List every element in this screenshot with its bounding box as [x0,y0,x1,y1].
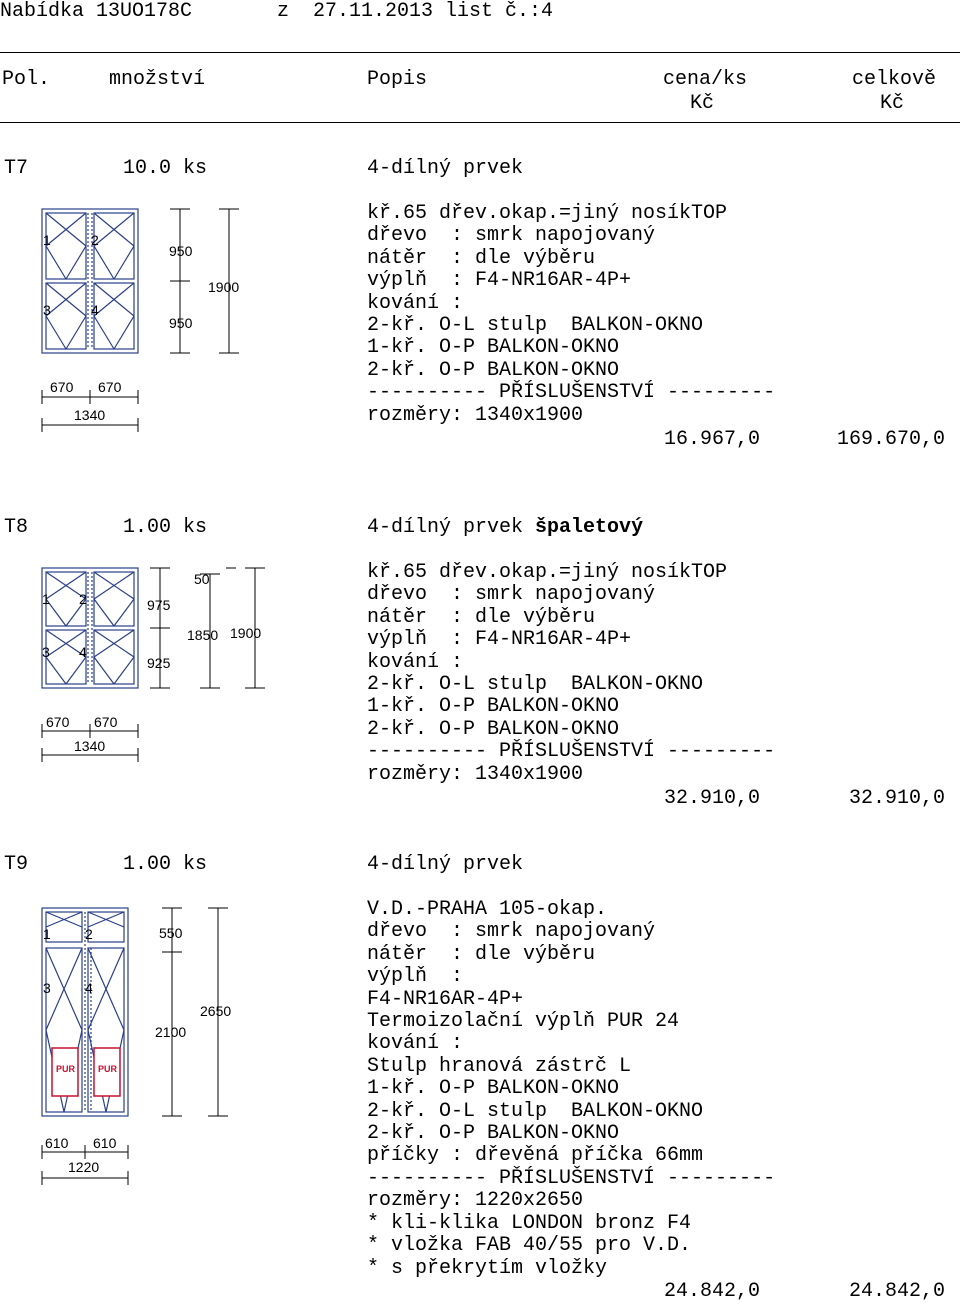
desc-line: 1-kř. O-P BALKON-OKNO [367,336,620,360]
sash-label-2: 2 [79,591,87,607]
width-label-left: 670 [50,379,74,395]
height-label-bottom: 950 [169,315,193,331]
desc-line: výplň : F4-NR16AR-4P+ [367,628,632,652]
desc-line: příčky : dřevěná příčka 66mm [367,1144,704,1168]
desc-line: 2-kř. O-L stulp BALKON-OKNO [367,1099,704,1123]
desc-line: 1-kř. O-P BALKON-OKNO [367,1077,620,1101]
desc-line: rozměry: 1340x1900 [367,762,584,786]
item-description [367,203,775,427]
desc-line: nátěr : dle výběru [367,605,596,629]
desc-line: 2-kř. O-P BALKON-OKNO [367,358,620,382]
sash-label-4: 4 [91,302,99,318]
col-pol: Pol. [2,68,51,91]
desc-line: V.D.-PRAHA 105-okap. [367,898,608,921]
desc-line: ---------- PŘÍSLUŠENSTVÍ --------- [367,1166,776,1190]
header-rule-top [0,52,960,53]
desc-line: výplň : [367,965,464,989]
item-type: 4-dílný prvek špaletový [367,516,644,539]
width-label-left: 670 [46,714,70,730]
panel-label-right: PUR [98,1064,118,1074]
window-frame [42,209,138,353]
window-drawing-t8 [30,560,270,765]
height-label-top: 975 [147,597,171,613]
unit-price: 32.910,0 [663,787,760,810]
item-position: T7 [4,157,29,180]
sheet-number: list č.:4 [445,0,554,23]
col-desc: Popis [367,68,428,91]
height-label-top: 550 [159,925,183,941]
sash-label-4: 4 [79,644,87,660]
overall-height-label: 1900 [208,279,240,295]
overall-height-label: 2650 [200,1003,232,1019]
unit-price: 16.967,0 [663,428,760,451]
col-total: celkově [852,68,937,91]
desc-line: kř.65 dřev.okap.=jiný nosíkTOP [367,561,728,584]
line-total: 169.670,0 [836,428,945,451]
window-drawing-t7 [30,195,270,440]
inner-height-label: 1850 [187,627,219,643]
col-total-unit: Kč [880,92,905,115]
desc-line: nátěr : dle výběru [367,246,596,270]
item-type-bold: špaletový [535,516,644,539]
window-frame [42,568,138,688]
item-type: 4-dílný prvek [367,853,524,876]
offer-number: Nabídka 13UO178C [0,0,193,23]
item-quantity: 10.0 ks [123,157,208,180]
sash-label-1: 1 [42,591,50,607]
desc-line: 2-kř. O-L stulp BALKON-OKNO [367,673,704,697]
desc-line: kování : [367,1032,464,1056]
desc-line: 2-kř. O-L stulp BALKON-OKNO [367,314,704,338]
desc-line: kování : [367,650,464,674]
desc-line: nátěr : dle výběru [367,942,596,966]
desc-line: výplň : F4-NR16AR-4P+ [367,269,632,293]
overall-width-label: 1340 [74,407,106,423]
offer-date: 27.11.2013 [313,0,434,23]
header-rule-bottom [0,122,960,123]
sash-label-4: 4 [85,980,93,996]
desc-line: rozměry: 1220x2650 [367,1189,584,1213]
desc-line: rozměry: 1340x1900 [367,403,584,427]
window-drawing-t9 [30,900,270,1190]
sash-label-2: 2 [85,926,93,942]
height-label-top: 950 [169,243,193,259]
date-prefix: z [277,0,290,23]
item-quantity: 1.00 ks [123,853,208,876]
desc-line: kování : [367,291,464,315]
sash-label-3: 3 [42,644,50,660]
desc-line: * kli-klika LONDON bronz F4 [367,1211,692,1235]
sash-label-1: 1 [43,232,51,248]
desc-line: ---------- PŘÍSLUŠENSTVÍ --------- [367,381,776,405]
panel-label-left: PUR [56,1064,76,1074]
height-label-bottom: 925 [147,655,171,671]
desc-line: kř.65 dřev.okap.=jiný nosíkTOP [367,202,728,225]
item-type: 4-dílný prvek [367,157,524,180]
width-label-left: 610 [45,1135,69,1151]
desc-line: F4-NR16AR-4P+ [367,987,524,1011]
col-price-unit: Kč [690,92,715,115]
overall-height-label: 1900 [230,625,262,641]
desc-line: Termoizolační výplň PUR 24 [367,1010,680,1034]
desc-line: dřevo : smrk napojovaný [367,583,656,607]
sash-label-3: 3 [43,302,51,318]
desc-line: * s překrytím vložky [367,1256,608,1280]
sash-label-3: 3 [43,980,51,996]
width-label-right: 610 [93,1135,117,1151]
desc-line: dřevo : smrk napojovaný [367,920,656,944]
desc-line: * vložka FAB 40/55 pro V.D. [367,1234,692,1258]
desc-line: 1-kř. O-P BALKON-OKNO [367,695,620,719]
desc-line: ---------- PŘÍSLUŠENSTVÍ --------- [367,740,776,764]
overall-width-label: 1340 [74,738,106,754]
height-label-bottom: 2100 [155,1024,187,1040]
item-description [367,562,775,786]
unit-price: 24.842,0 [663,1280,760,1303]
sash-label-1: 1 [43,926,51,942]
width-label-right: 670 [98,379,122,395]
sash-label-2: 2 [91,232,99,248]
desc-line: Stulp hranová zástrč L [367,1054,632,1078]
top-offset-label: 50 [194,571,210,587]
desc-line: 2-kř. O-P BALKON-OKNO [367,717,620,741]
desc-line: dřevo : smrk napojovaný [367,224,656,248]
line-total: 32.910,0 [848,787,945,810]
item-position: T9 [4,853,29,876]
col-price: cena/ks [663,68,748,91]
desc-line: 2-kř. O-P BALKON-OKNO [367,1122,620,1146]
overall-width-label: 1220 [68,1159,100,1175]
item-quantity: 1.00 ks [123,516,208,539]
line-total: 24.842,0 [848,1280,945,1303]
width-label-right: 670 [94,714,118,730]
item-description [367,899,775,1280]
item-position: T8 [4,516,29,539]
col-qty: množství [109,68,206,91]
